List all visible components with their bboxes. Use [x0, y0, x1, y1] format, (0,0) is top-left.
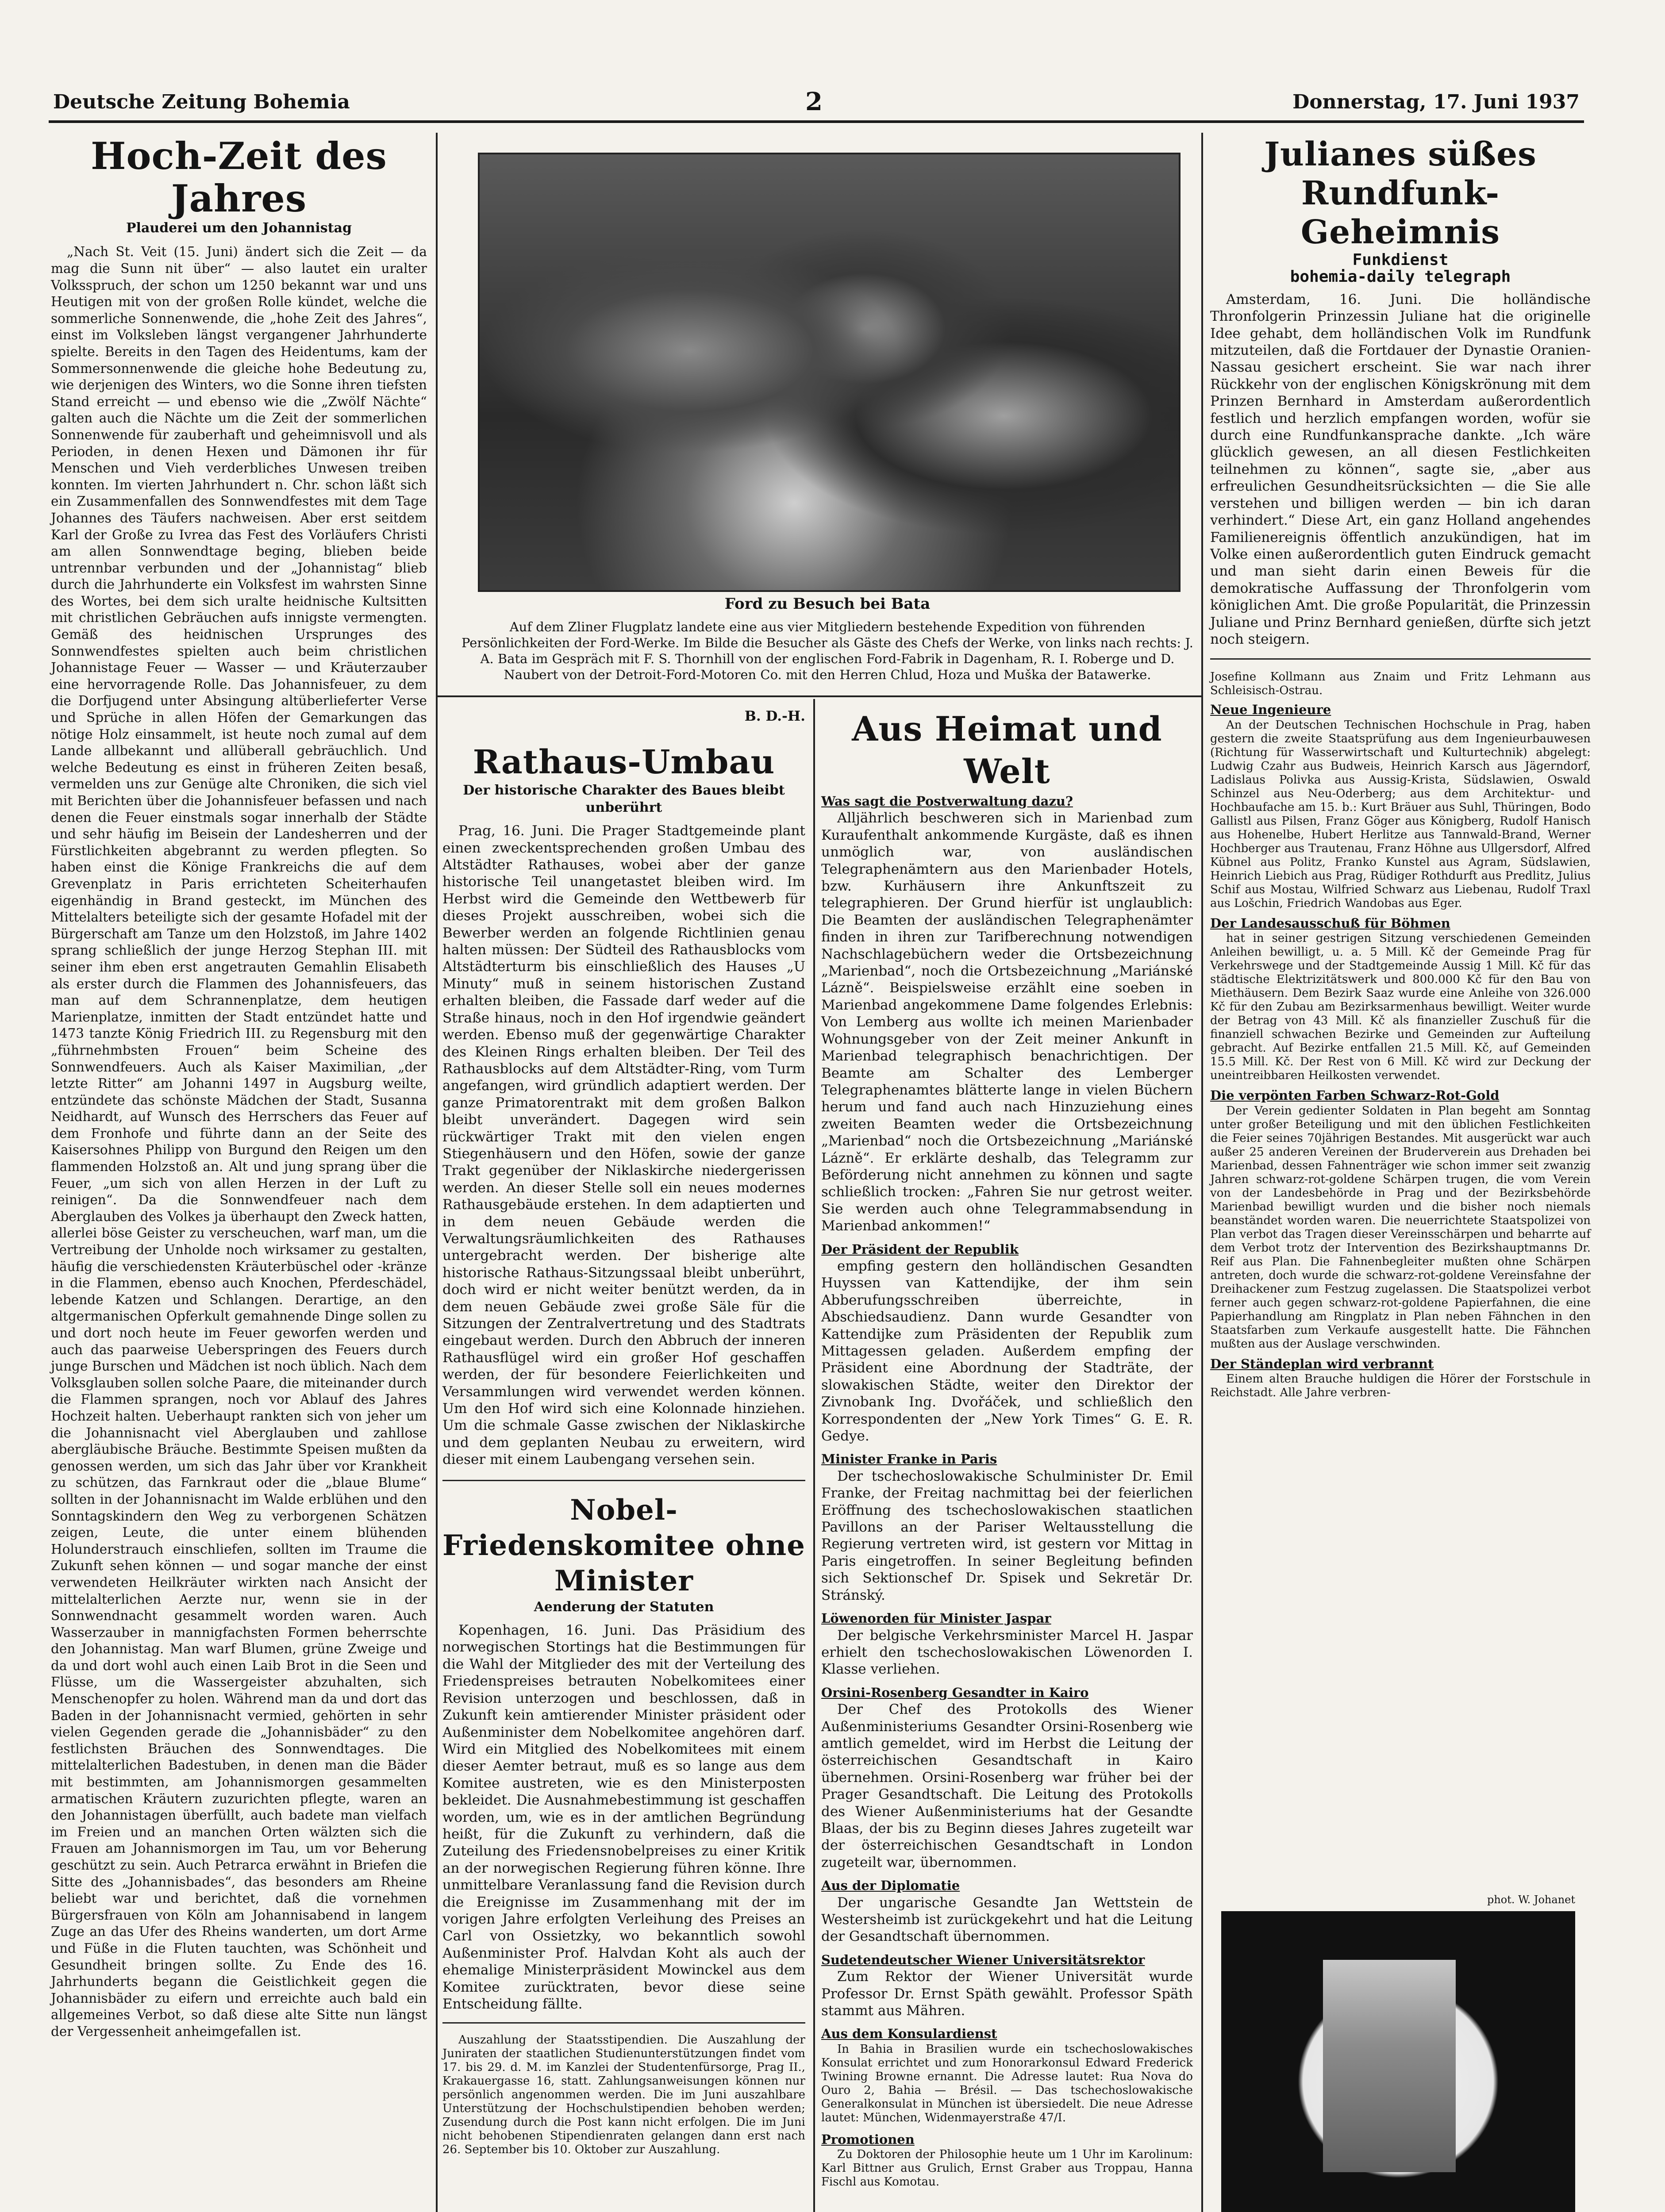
photo-caption-block [460, 595, 1195, 683]
article-subtitle: Plauderei um den Johannistag [126, 220, 352, 236]
item-body: hat in seiner gestrigen Sitzung verschiedenen Gemeinden Anleihen bewilligt, u. a. 5 Mill. Kč der Gemeinde Prag für Verkehrswege und der Stadtgemeinde Aussig 1 Mill. Kč für das städtische Elektrizitätswerk und 800.000 Kč für den Bau von Miethäusern. Dem Bezirk Saaz wurde eine Anleihe von 326.000 Kč für den Zubau am Bezirksarmenhaus bewilligt. Weiter wurde der Betrag von 43 Mill. Kč als finanzieller Zuschuß für die finanziell schwachen Bezirke und Gemeinden zur Aufteilung gebracht. Auf Bezirke entfallen 21.5 Mill. Kč, auf Gemeinden 15.5 Mill. Kč. Der Rest von 6 Mill. Kč wird zur Deckung der uneintreibbaren Heilkosten verwendet. [1210, 932, 1591, 1083]
section-title: Aus Heimat und Welt [852, 709, 1162, 791]
article-body: „Nach St. Veit (15. Juni) ändert sich die Zeit — da mag die Sunn nit über“ — also lautet ein uralter Volksspruch, der schon um 1250 bekannt war und uns Heutigen mit von der großen Rolle kündet, welche die sommerliche Sonnenwende, die „hohe Zeit des Jahres“, einst im Volksleben längst vergangener Jahrhunderte spielte. Bereits in den Tagen des Heidentums, kam der Sommersonnenwende die gleiche hohe Bedeutung zu, wie derjenigen des Winters, wo die Sonne ihren tiefsten Stand erreicht — und ebenso wie die „Zwölf Nächte“ galten auch die Nächte um die Zeit der sommerlichen Sonnenwende für zauberhaft und geheimnisvoll und als Perioden, in denen Hexen und Dämonen ihr für Menschen und Vieh verderbliches Unwesen treiben konnten. Im vierten Jahrhundert n. Chr. schon läßt sich ein Zusammenfallen des Sonnwendfestes mit dem Tage Johannes des Täufers nachweisen. Aber erst seitdem Karl der Große zu Ivrea das Fest des Vorläufers Christi am allen Sonnwendtage beging, blieben beide untrennbar verbunden und der „Johannistag“ blieb durch die Jahrhunderte ein Volksfest im wahrsten Sinne des Wortes, bei dem sich uralte heidnische Kultsitten mit christlichen Gebräuchen aufs innigste vermengten. Gemäß des heidnischen Ursprunges des Sonnwendfestes spielten auch beim christlichen Johannistage Feuer — Wasser — und Kräuterzauber eine hervorragende Rolle. Das Johannisfeuer, zu dem die Dorfjugend unter Absingung altüberlieferter Verse und Sprüche in allen Höfen der Gemarkungen das nötige Holz einsammelt, ist heute noch zumal auf dem Lande allbekannt und allüberall gebräuchlich. Und welche Bedeutung es einst in früheren Zeiten besaß, vermelden uns zur Genüge alte Chroniken, die sich viel mit Berichten über die Johannisfeuer befassen und nach denen die Feuer einstmals sogar innerhalb der Städte und sehr häufig im Beisein der Landesherren und der Fürstlichkeiten abgebrannt zu werden pflegten. So haben einst die Könige Frankreichs die auf dem Grevenplatz in Paris errichteten Scheiterhaufen eigenhändig in Brand gesteckt, im München des Mittelalters beteiligte sich der gesamte Hofadel mit der Bürgerschaft am Tanze um den Holzstoß, im Jahre 1402 sprang schließlich der junge Herzog Stephan III. mit seiner ihm eben erst angetrauten Gemahlin Elisabeth als erster durch die Flammen des Johannisfeuers, das man auf dem Schrannenplatze, dem heutigen Marienplatze, inmitten der Stadt entzündet hatte und 1473 tanzte König Friedrich III. zu Regensburg mit den „führnehmbsten Frouen“ beim Scheine des Sonnwendfeuers. Auch als Kaiser Maximilian, „der letzte Ritter“ am Johanni 1497 in Augsburg weilte, entzündete das schönste Mädchen der Stadt, Susanna Neidhardt, auf Wunsch des Herrschers das Feuer auf dem Fronhofe und führte dann an der Seite des Kaisersohnes Philipp von Burgund den Reigen um den flammenden Holzstoß an. Alt und jung sprang über die Feuer, „um sich von allen Herzen in der Luft zu reinigen“. Da die Sonnwendfeuer nach dem Aberglauben des Volkes ja überhaupt den Zweck hatten, allerlei böse Geister zu verscheuchen, warf man, um die Vertreibung der Unholde noch wirksamer zu gestalten, häufig die verschiedensten Kräuterbüschel oder -kränze in die Flammen, ebenso auch Knochen, Pferdeschädel, lebende Katzen und Schlangen. Derartige, an den altgermanischen Opferkult gemahnende Dinge sollen zu und dort noch heute im Feuer geworfen werden und auch das paarweise Ueberspringen des Feuers durch junge Burschen und Mädchen ist noch üblich. Nach dem Volksglauben sollen solche Paare, die miteinander durch die Flammen sprangen, noch vor Ablauf des Jahres Hochzeit halten. Ueberhaupt rankten sich von jeher um die Johannisnacht viel Aberglauben und zahllose abergläubische Bräuche. Bestimmte Speisen mußten da genossen werden, um sich das Jahr über vor Krankheit zu schützen, das Farnkraut oder die „blaue Blume“ sollten in der Johannisnacht im Walde erblühen und den Sonntagskindern den Weg zu verborgenen Schätzen zeigen, Leute, die unter einem blühenden Holunderstrauch einschliefen, sollten im Traume die Zukunft sehen können — und sogar manche der einst verwendeten Heilkräuter wirkten nach Ansicht der mittelalterlichen Aerzte nur, wenn sie in der Sonnwendnacht gesammelt worden waren. Auch Wasserzauber in mannigfachsten Formen beherrschte den Johannistag. Man warf Blumen, grüne Zweige und da und dort wohl auch einen Laib Brot in die Seen und Flüsse, um die Wassergeister abzuhalten, sich Menschenopfer zu holen. Während man da und dort das Baden in der Johannisnacht vermied, gehörten in sehr vielen Gegenden gerade die „Johannisbäder“ zu den festlichsten Bräuchen des Sonnwendtages. Die mittelalterlichen Badestuben, in denen man die Bäder mit bestimmten, am Johannismorgen gesammelten armatischen Kräutern zuzurichten pflegte, waren an den Johannistagen überfüllt, auch badete man vielfach im Freien und an manchen Orten wälzten sich die Frauen am Johannismorgen im Tau, um vor Beherung geschützt zu sein. Auch Petrarca erwähnt in Briefen die Sitte des „Johannisbades“, das besonders am Rheine beliebt war und berichtet, daß die vornehmen Bürgersfrauen von Köln am Johannisabend in langem Zuge an das Ufer des Rheins wanderten, um dort Arme und Füße in die Fluten tauchten, was Schönheit und Gesundheit bringen sollte. Zu Ende des 16. Jahrhunderts begann die Geistlichkeit gegen die Johannisbäder zu eifern und erreichte auch bald ein allgemeines Verbot, so daß diese alte Sitte nun längst der Vergessenheit anheimgefallen ist. [51, 244, 427, 2039]
item-body: Josefine Kollmann aus Znaim und Fritz Lehmann aus Schleisisch-Ostrau. [1210, 670, 1591, 698]
item-body: Der tschechoslowakische Schulminister Dr. Emil Franke, der Freitag nachmittag bei der feierlichen Eröffnung des tschechoslowakischen staatlichen Pavillons an der Pariser Weltausstellung die Regierung vertreten wird, ist gestern vor Mittag in Paris eingetroffen. In seiner Begleitung befinden sich Sektionschef Dr. Spisek und Sekretär Dr. Stránský. [821, 1468, 1193, 1603]
article-body: Amsterdam, 16. Juni. Die holländische Thronfolgerin Prinzessin Juliane hat die originelle Idee gehabt, dem holländischen Volk im Rundfunk mitzuteilen, daß die Fortdauer der Dynastie Oranien-Nassau gesichert erscheint. Sie war nach ihrer Rückkehr von der englischen Königskrönung mit dem Prinzen Bernhard in Amsterdam außerordentlich festlich und herzlich empfangen worden, wofür sie durch eine Rundfunkansprache dankte. „Ich wäre glücklich gewesen, an all diesen Festlichkeiten teilnehmen zu können“, sagte sie, „aber aus erfreulichen Gesundheitsrücksichten — die Sie alle verstehen und billigen werden — bin ich daran verhindert.“ Diese Art, ein ganz Holland angehendes Familienereignis öffentlich anzukündigen, hat im Volke einen außerordentlich guten Eindruck gemacht und man sieht darin einen Beweis für die demokratische Auffassung der Thronfolgerin vom königlichen Amt. Die große Popularität, die Prinzessin Juliane und Prinz Bernhard genießen, dürfte sich jetzt noch steigern. [1210, 291, 1591, 647]
item-heading: Orsini-Rosenberg Gesandter in Kairo [821, 1685, 1089, 1700]
article-title: Rathaus-Umbau [473, 743, 775, 782]
column-4 [1210, 135, 1591, 1400]
item-body: Der Verein gedienter Soldaten in Plan begeht am Sonntag unter großer Beteiligung und mit den üblichen Festlichkeiten die Feier seines 70jährigen Bestandes. Mit ausgerückt war auch außer 25 anderen Vereinen der Bruderverein aus Drehaden bei Marienbad, dessen Fahnenträger wie schon immer seit zwanzig Jahren schwarz-rot-goldene Schärpen trugen, die vom Verein von der Landesbehörde in Prag und der Bezirksbehörde Marienbad bewilligt wurden und die bisher noch niemals beanständet worden waren. Die neuerrichtete Staatspolizei von Plan verbot das Tragen dieser Vereinsschärpen und beharrte auf dem Verbot trotz der Intervention des Bezirkshauptmanns Dr. Reif aus Plan. Die Fahnenbegleiter mußten ohne Schärpen antreten, doch wurde die schwarz-rot-goldene Vereinsfahne der Dreihackener zum Festzug zugelassen. Die Staatspolizei verbot ferner auch gegen schwarz-rot-goldene Papierfahnen, die eine Papierhandlung am Ringplatz in Plan neben Fähnchen in den Staatsfarben zum Verkaufe ausgestellt hatte. Die Fähnchen mußten aus der Auslage verschwinden. [1210, 1104, 1591, 1351]
column-2 [442, 708, 805, 2157]
article-body: Kopenhagen, 16. Juni. Das Präsidium des norwegischen Stortings hat die Bestimmungen für die Wahl der Mitglieder des mit der Verteilung des Friedenspreises betrauten Nobelkomitees einer Revision unterzogen und beschlossen, daß in Zukunft kein amtierender Minister präsident oder Außenminister dem Nobelkomitee angehören darf. Wird ein Mitglied des Nobelkomitees mit einem dieser Aemter betraut, muß es so lange aus dem Komitee austreten, wie es den Ministerposten bekleidet. Die Ausnahmebestimmung ist geschaffen worden, um, wie es in der amtlichen Begründung heißt, für die Zukunft zu verhindern, daß die Zuteilung des Friedensnobelpreises zu einer Kritik an der norwegischen Regierung führen könne. Ihre unmittelbare Veranlassung fand die Revision durch die Ereignisse im Zusammenhang mit der im vorigen Jahre erfolgten Verleihung des Preises an Carl von Ossietzky, wo bekanntlich sowohl Außenminister Prof. Halvdan Koht als auch der ehemalige Ministerpräsident Mowinckel aus dem Komitee zurücktraten, bevor diese seine Entscheidung fällte. [442, 1622, 805, 2012]
photo-credit: phot. W. Johanet [1487, 1893, 1575, 1906]
item-body: Der Chef des Protokolls des Wiener Außenministeriums Gesandter Orsini-Rosenberg wie amtlich gemeldet, wird im Herbst die Leitung der österreichischen Gesandtschaft in Kairo übernehmen. Orsini-Rosenberg war früher bei der Prager Gesandtschaft. Die Leitung des Protokolls des Wiener Außenministeriums hat der Gesandte Blaas, der bis zu Beginn dieses Jahres zugeteilt war der österreichischen Gesandtschaft in London zugeteilt war, übernommen. [821, 1701, 1193, 1870]
item-body: Der belgische Verkehrsminister Marcel H. Jaspar erhielt den tschechoslowakischen Löwenorden I. Klasse verliehen. [821, 1627, 1193, 1678]
column-rule [1201, 133, 1203, 2212]
article-title: Hoch-Zeit des Jahres [91, 134, 387, 220]
item-heading: Promotionen [821, 2131, 915, 2147]
item-heading: Aus dem Konsulardienst [821, 2026, 997, 2042]
item-heading: Aus der Diplomatie [821, 1878, 960, 1893]
divider [1210, 658, 1591, 660]
page-number: 2 [805, 87, 823, 116]
masthead [53, 87, 1580, 117]
photo-title: Ford zu Besuch bei Bata [724, 595, 931, 613]
divider [442, 1480, 805, 1481]
item-heading: Der Landesausschuß für Böhmen [1210, 915, 1450, 931]
article-signature: B. D.-H. [744, 708, 805, 724]
item-heading: Die verpönten Farben Schwarz-Rot-Gold [1210, 1088, 1500, 1103]
divider [442, 2022, 805, 2024]
article-subtitle: Der historische Charakter des Baues bleibt unberührt [463, 783, 785, 815]
item-heading: Löwenorden für Minister Jaspar [821, 1611, 1051, 1626]
item-heading: Neue Ingenieure [1210, 702, 1331, 718]
item-body: Einem alten Brauche huldigen die Hörer der Forstschule in Reichstadt. Alle Jahre verbren- [1210, 1372, 1591, 1399]
item-body: Alljährlich beschweren sich in Marienbad zum Kuraufenthalt ankommende Kurgäste, daß es ihnen unmöglich war, von ausländischen Telegraphenämtern aus den Marienbader Hotels, bzw. Kurhäusern ihre Ankunftszeit zu telegraphieren. Der Grund hierfür ist unglaublich: Die Beamten der ausländischen Telegraphenämter finden in ihren zur Tarifberechnung notwendigen Nachschlagebüchern weder die Ortsbezeichnung „Marienbad“, noch die Ortsbezeichnung „Mariánské Lázně“. Beispielsweise erzählt eine soeben in Marienbad angekommene Dame folgendes Erlebnis: Von Lemberg aus wollte ich meinen Marienbader Wohnungsgeber von der Zeit meiner Ankunft in Marienbad telegraphisch benachrichtigen. Der Beamte am Schalter des Lemberger Telegraphenamtes blätterte lange in vielen Büchern herum und fand auch nach Hinzuziehung eines zweiten Beamten weder die Ortsbezeichnung „Marienbad“ noch die Ortsbezeichnung „Mariánské Lázně“. Er erklärte deshalb, das Telegramm zur Beförderung nicht annehmen zu können und sagte schließlich trocken: „Fahren Sie nur getrost weiter. Sie werden auch ohne Telegrammabsendung in Marienbad ankommen!“ [821, 810, 1193, 1234]
news-source: Funkdienst [1352, 251, 1449, 269]
article-hochzeit [51, 135, 427, 2040]
item-body: Zu Doktoren der Philosophie heute um 1 Uhr im Karolinum: Karl Bittner aus Grulich, Ernst Graber aus Troppau, Hanna Fischl aus Komotau. [821, 2148, 1193, 2189]
item-heading: Der Ständeplan wird verbrannt [1210, 1356, 1434, 1371]
column-rule [813, 699, 815, 2212]
article-subtitle: Aenderung der Statuten [534, 1599, 714, 1615]
column-3 [821, 708, 1193, 2189]
castle-tower-image [1323, 1960, 1456, 2172]
masthead-rule [49, 120, 1584, 123]
item-body: In Bahia in Brasilien wurde ein tschechoslowakisches Konsulat errichtet und zum Honorarkonsul Edward Frederick Twining Browne ernannt. Die Adresse lautet: Rua Nova do Ouro 2, Bahia — Brésil. — Das tschechoslowakische Generalkonsulat in München ist übersiedelt. Die neue Adresse lautet: München, Widenmayerstraße 47/I. [821, 2042, 1193, 2124]
item-heading: Der Präsident der Republik [821, 1241, 1019, 1257]
issue-date: Donnerstag, 17. Juni 1937 [1292, 91, 1580, 113]
article-body: Prag, 16. Juni. Die Prager Stadtgemeinde plant einen zweckentsprechenden großen Umbau des Altstädter Rathauses, wobei aber der ganze historische Teil unangetastet bleiben wird. Im Herbst wird die Gemeinde den Wettbewerb für dieses Projekt ausschreiben, wobei sich die Bewerber werden an folgende Richtlinien genau halten müssen: Der Südteil des Rathausblocks vom Altstädterturm bis einschließlich des Hauses „U Minuty“ muß in seinem historischen Zustand erhalten bleiben, die Fassade darf weder auf die Straße hinaus, noch in den Hof irgendwie geändert werden. Ebenso muß der gegenwärtige Charakter des Kleinen Rings erhalten bleiben. Der Teil des Rathausblocks auf dem Altstädter-Ring, vom Turm angefangen, wird gründlich adaptiert werden. Der ganze Primatorentrakt mit dem großen Balkon bleibt unverändert. Dagegen wird sein rückwärtiger Trakt mit den vielen engen Stiegenhäusern und den Höfen, sowie der ganze Trakt gegenüber der Niklaskirche niedergerissen werden. An dieser Stelle soll ein neues modernes Rathausgebäude erstehen. In dem adaptierten und in dem neuen Gebäude werden die Verwaltungsräumlichkeiten des Rathauses untergebracht werden. Der bisherige alte historische Rathaus-Sitzungssaal bleibt unberührt, doch wird er nicht weiter benützt werden, da in dem neuen Gebäude zwei große Säle für die Sitzungen der Zentralvertretung und des Stadtrats eingebaut werden. Durch den Abbruch der inneren Rathausflügel wird ein großer Hof geschaffen werden, der für besondere Feierlichkeiten und Versammlungen wird verwendet werden können. Um den Hof wird sich eine Kolonnade hinziehen. Um die schmale Gasse zwischen der Niklaskirche und dem geplanten Neubau zu erweitern, wird dieser mit einem Laubengang versehen sein. [442, 823, 805, 1468]
article-title: Julianes süßes Rundfunk-Geheimnis [1264, 135, 1537, 251]
item-heading: Sudetendeutscher Wiener Universitätsrektor [821, 1952, 1145, 1967]
section-rule [436, 695, 1201, 697]
photo-karlstein [1221, 1911, 1575, 2212]
paper-name: Deutsche Zeitung Bohemia [53, 91, 350, 113]
item-heading: Was sagt die Postverwaltung dazu? [821, 794, 1073, 809]
item-body: Zum Rektor der Wiener Universität wurde Professor Dr. Ernst Späth gewählt. Professor Späth stammt aus Mähren. [821, 1969, 1193, 2019]
item-heading: Minister Franke in Paris [821, 1452, 997, 1467]
item-body: empfing gestern den holländischen Gesandten Huyssen van Kattendijke, der ihm sein Abberufungsschreiben überreichte, in Abschiedsaudienz. Dann wurde Gesandter von Kattendijke zum Präsidenten der Republik zum Mittagessen geladen. Außerdem empfing der Präsident eine Abordnung der Stadträte, der slowakischen Städte, weiter den Direktor der Zivnobank Ing. Dvořáček, und schließlich den Korrespondenten der „New York Times“ G. E. R. Gedye. [821, 1258, 1193, 1444]
notice-stipendien: Auszahlung der Staatsstipendien. Die Auszahlung der Juniraten der staatlichen Studienunterstützungen findet vom 17. bis 29. d. M. im Kanzlei der Studentenfürsorge, Prag II., Krakauergasse 16, statt. Zahlungsanweisungen können nur persönlich angenommen werden. Die im Juni auszahlbare Unterstützung der Hochschulstipendien behoben werden; Zusendung durch die Post kann nicht erfolgen. Die im Juni nicht behobenen Stipendienraten gelangen dann erst nach 26. September bis 10. Oktober zur Auszahlung. [442, 2033, 805, 2157]
item-body: Der ungarische Gesandte Jan Wettstein de Westersheimb ist zurückgekehrt und hat die Leitung der Gesandtschaft übernommen. [821, 1894, 1193, 1945]
article-title: Nobel-Friedenskomitee ohne Minister [442, 1493, 805, 1598]
photo-ford-bata [478, 153, 1180, 592]
column-rule [436, 133, 438, 2212]
item-body: An der Deutschen Technischen Hochschule in Prag, haben gestern die zweite Staatsprüfung aus dem Ingenieurbauwesen (Richtung für Wasserwirtschaft und Kulturtechnik) abgelegt: Ludwig Czahr aus Budweis, Heinrich Karsch aus Jägerndorf, Ladislaus Polivka aus Aussig-Krista, Südslawien, Oswald Schinzel aus Neu-Oderberg; aus dem Architektur- und Hochbaufache am 15. b.: Kurt Bräuer aus Suhl, Thüringen, Bodo Gallistl aus Pilsen, Franz Göger aus Königberg, Rudolf Hanisch aus Hohenelbe, Hubert Herlitze aus Tannwald-Brand, Werner Hochberger aus Trautenau, Franz Höhne aus Ullgersdorf, Alfred Kübnel aus Politz, Franko Kunstel aus Agram, Südslawien, Heinrich Liebich aus Prag, Rüdiger Rothdurft aus Predlitz, Julius Schif aus Mostau, Wilfried Schwarz aus Liebenau, Rudolf Traxl aus Lošchin, Friedrich Wandobas aus Eger. [1210, 718, 1591, 910]
photo-caption: Auf dem Zliner Flugplatz landete eine aus vier Mitgliedern bestehende Expedition von führenden Persönlichkeiten der Ford-Werke. Im Bilde die Besucher als Gäste des Chefs der Werke, von links nach rechts: J. A. Bata im Gespräch mit F. S. Thornhill von der englischen Ford-Fabrik in Dagenham, R. I. Roberge und D. Naubert von der Detroit-Ford-Motoren Co. mit den Herren Chlud, Hoza und Muška der Batawerke. [461, 619, 1193, 682]
news-source: bohemia-daily telegraph [1290, 268, 1511, 286]
